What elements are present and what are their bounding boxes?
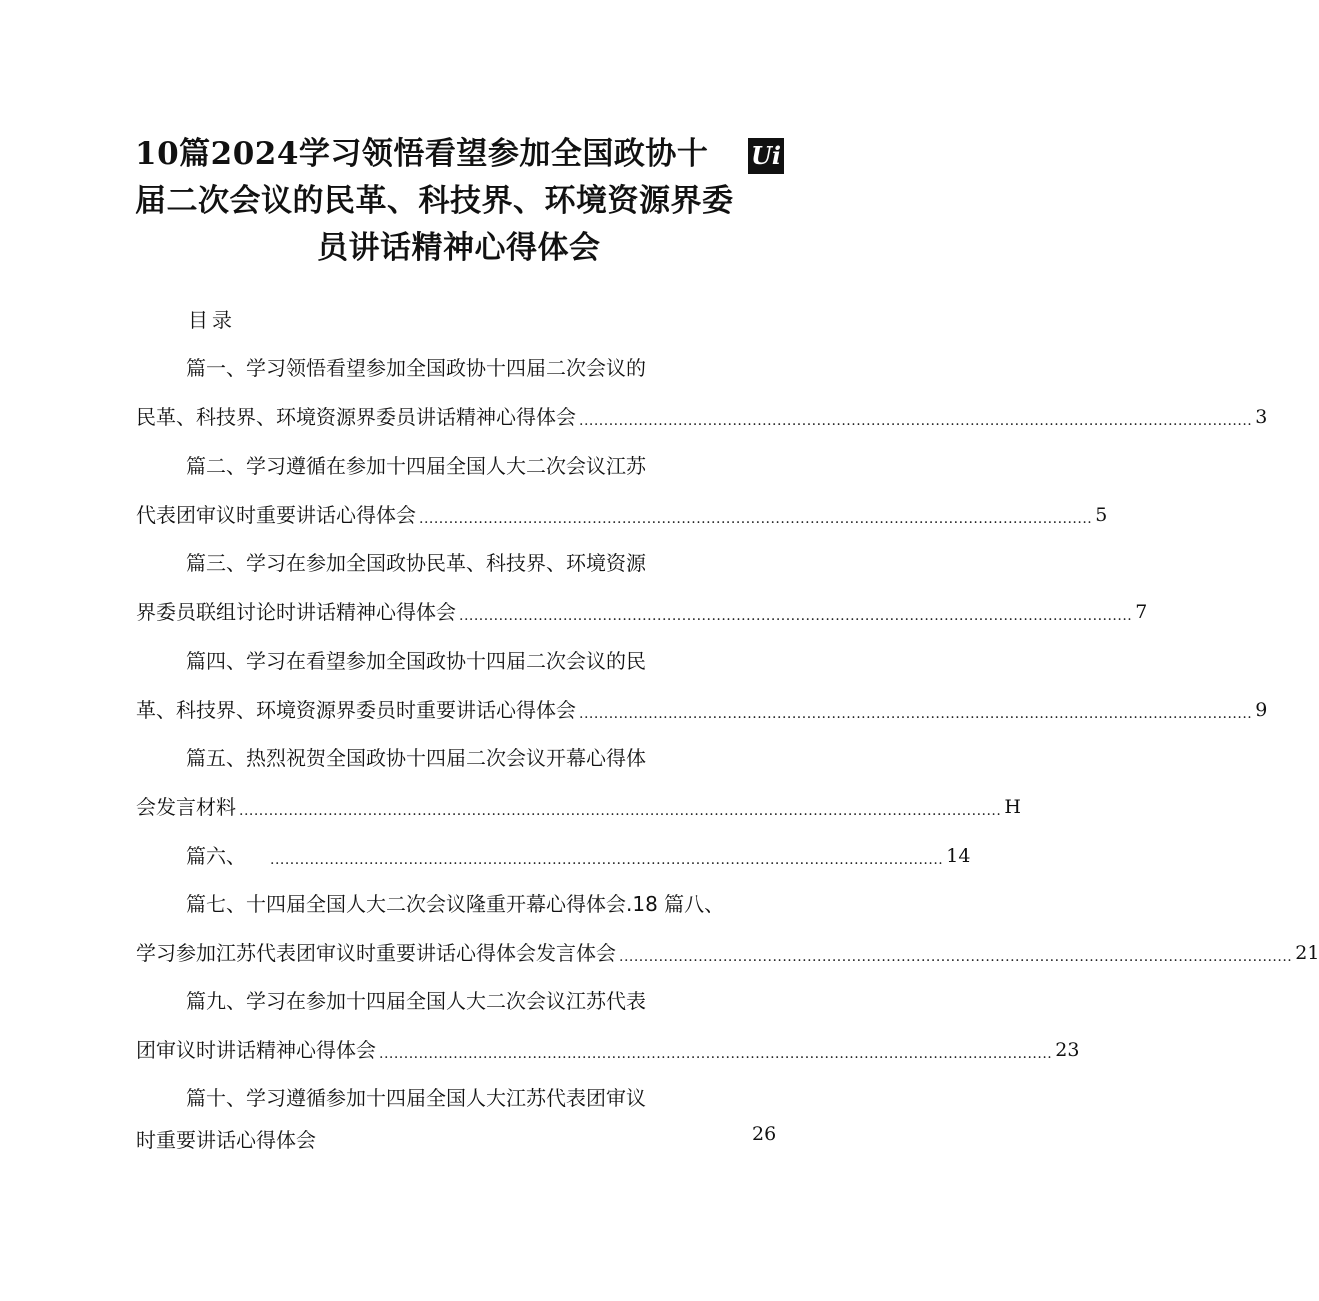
toc-leader-dots: ........................................................................................................................................ <box>459 608 1133 624</box>
toc-entry-8-page: 21 <box>1295 942 1319 964</box>
logo-badge: Ui <box>748 138 784 174</box>
toc-entry-4-line-1[interactable]: 篇四、学习在看望参加全国政协十四届二次会议的民 <box>186 649 646 673</box>
toc-entry-5-line-2[interactable] <box>136 793 1021 821</box>
title-line-2: 届二次会议的民革、科技界、环境资源界委 <box>135 183 734 219</box>
toc-entry-9-line-1[interactable]: 篇九、学习在参加十四届全国人大二次会议江苏代表 <box>186 989 646 1013</box>
toc-entry-1-text: 民革、科技界、环境资源界委员讲话精神心得体会 <box>136 405 576 429</box>
toc-entry-10-line-1[interactable]: 篇十、学习遵循参加十四届全国人大江苏代表团审议 <box>186 1086 646 1110</box>
toc-entry-2-line-1[interactable]: 篇二、学习遵循在参加十四届全国人大二次会议江苏 <box>186 454 646 478</box>
toc-entry-7-line-1[interactable]: 篇七、十四届全国人大二次会议隆重开幕心得体会.18 篇八、 <box>186 892 725 916</box>
toc-entry-4-line-2[interactable] <box>136 696 1268 724</box>
toc-entry-1-line-1[interactable]: 篇一、学习领悟看望参加全国政协十四届二次会议的 <box>186 356 646 380</box>
toc-leader-dots: ........................................................................................................................................ <box>619 949 1293 965</box>
toc-entry-3-line-1[interactable]: 篇三、学习在参加全国政协民革、科技界、环境资源 <box>186 551 646 575</box>
toc-entry-9-page: 23 <box>1055 1039 1080 1061</box>
toc-entry-6-line-1[interactable] <box>186 842 971 870</box>
toc-entry-6-text: 篇六、 <box>186 844 246 868</box>
toc-entry-8-text: 学习参加江苏代表团审议时重要讲话心得体会发言体会 <box>136 941 616 965</box>
toc-entry-6-page: 14 <box>946 845 971 867</box>
toc-entry-3-line-2[interactable] <box>136 598 1148 626</box>
toc-entry-1-page: 3 <box>1255 406 1268 428</box>
toc-heading: 目录 <box>188 308 236 332</box>
toc-leader-dots: ........................................................................................................................................ <box>379 1046 1053 1062</box>
toc-entry-3-page: 7 <box>1135 601 1148 623</box>
title-line-3: 员讲话精神心得体会 <box>317 230 601 266</box>
toc-leader-dots: ........................................................................................................................................ <box>579 413 1253 429</box>
toc-entry-9-line-2[interactable] <box>136 1036 1080 1064</box>
title-line-1: 10篇2024学习领悟看望参加全国政协十 <box>135 136 709 172</box>
toc-leader-dots: ........................................................................................................................................ <box>270 852 944 868</box>
toc-entry-2-page: 5 <box>1095 504 1108 526</box>
toc-leader-dots: ........................................................................................................................................ <box>419 511 1093 527</box>
toc-entry-5-line-1[interactable]: 篇五、热烈祝贺全国政协十四届二次会议开幕心得体 <box>186 746 646 770</box>
toc-entry-2-text: 代表团审议时重要讲话心得体会 <box>136 503 416 527</box>
toc-entry-10-line-2[interactable]: 时重要讲话心得体会 <box>136 1128 316 1152</box>
toc-entry-5-text: 会发言材料 <box>136 795 236 819</box>
toc-leader-dots: .......................................................................................................................................................... <box>239 803 1002 819</box>
toc-entry-10-page: 26 <box>752 1123 777 1145</box>
toc-entry-1-line-2[interactable] <box>136 403 1268 431</box>
toc-entry-2-line-2[interactable] <box>136 501 1108 529</box>
toc-entry-4-text: 革、科技界、环境资源界委员时重要讲话心得体会 <box>136 698 576 722</box>
toc-entry-8-line-2[interactable] <box>136 939 1319 967</box>
toc-entry-5-page: H <box>1004 796 1021 818</box>
toc-entry-4-page: 9 <box>1255 699 1268 721</box>
toc-leader-dots: ........................................................................................................................................ <box>579 706 1253 722</box>
toc-entry-3-text: 界委员联组讨论时讲话精神心得体会 <box>136 600 456 624</box>
toc-entry-9-text: 团审议时讲话精神心得体会 <box>136 1038 376 1062</box>
